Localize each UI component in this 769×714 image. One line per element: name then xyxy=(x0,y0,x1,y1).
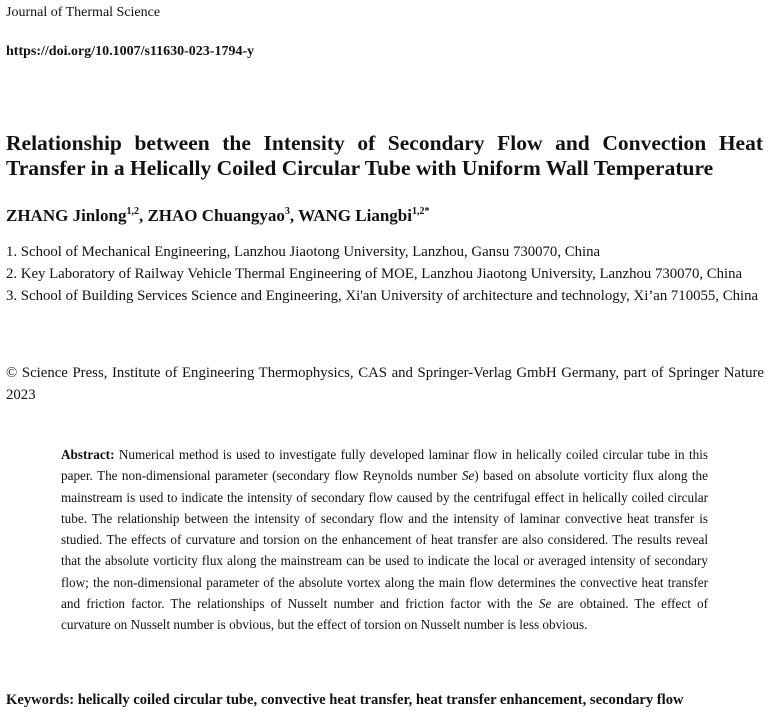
author-separator: , xyxy=(138,206,148,225)
affiliation-item: 2. Key Laboratory of Railway Vehicle Thermal Engineering of MOE, Lanzhou Jiaotong University, Lanzhou 730070, China xyxy=(6,266,743,282)
author-name: ZHAO Chuangyao xyxy=(147,206,285,225)
author-list xyxy=(6,206,429,226)
author-affiliation-mark: 1,2* xyxy=(411,206,430,217)
symbol-se: Se xyxy=(461,468,475,484)
doi-link[interactable]: https://doi.org/10.1007/s11630-023-1794-y xyxy=(6,44,255,59)
author-affiliation-mark: 1,2 xyxy=(126,206,139,217)
keywords-line: Keywords: helically coiled circular tube, convective heat transfer, heat transfer enhancement, secondary flow xyxy=(6,692,684,708)
author-separator: , xyxy=(289,206,299,225)
affiliation-item: 3. School of Building Services Science and Engineering, Xi'an University of architecture and technology, Xi’an 710055, China xyxy=(6,288,759,304)
author-name: ZHANG Jinlong xyxy=(6,206,127,225)
abstract-text: Numerical method is used to investigate fully developed laminar flow in helically coiled circular tube in this paper. The non-dimensional parameter (secondary flow Reynolds number Se) based on absolute vorticity flux along the mainstream is used to indicate the intensity of secondary flow caused by the centrifugal effect in helically coiled circular tube. The relationship between the intensity of secondary flow and the intensity of laminar convective heat transfer is studied. The effects of curvature and torsion on the enhancement of heat transfer are also considered. The results reveal that the absolute vorticity flux along the mainstream can be used to indicate the local or averaged intensity of secondary flow; the non-dimensional parameter of the absolute vortex along the main flow determines the convective heat transfer and friction factor. The relationships of Nusselt number and friction factor with the Se are obtained. The effect of curvature on Nusselt number is obvious, but the effect of torsion on Nusselt number is less obvious. xyxy=(61,447,708,633)
symbol-se: Se xyxy=(538,596,552,612)
abstract-label: Abstract: xyxy=(61,447,115,462)
paper-title: Relationship between the Intensity of Secondary Flow and Convection Heat Transfer in a Helically Coiled Circular Tube with Uniform Wall Temperature xyxy=(6,131,763,180)
copyright-notice: © Science Press, Institute of Engineering Thermophysics, CAS and Springer-Verlag GmbH Germany, part of Springer Nature 2023 xyxy=(6,365,764,403)
author-affiliation-mark: 3 xyxy=(284,206,290,217)
journal-name: Journal of Thermal Science xyxy=(6,5,161,20)
affiliation-list xyxy=(6,241,764,307)
abstract-block xyxy=(61,444,708,636)
affiliation-item: 1. School of Mechanical Engineering, Lanzhou Jiaotong University, Lanzhou, Gansu 730070, China xyxy=(6,244,601,260)
author-name: WANG Liangbi xyxy=(298,206,412,225)
